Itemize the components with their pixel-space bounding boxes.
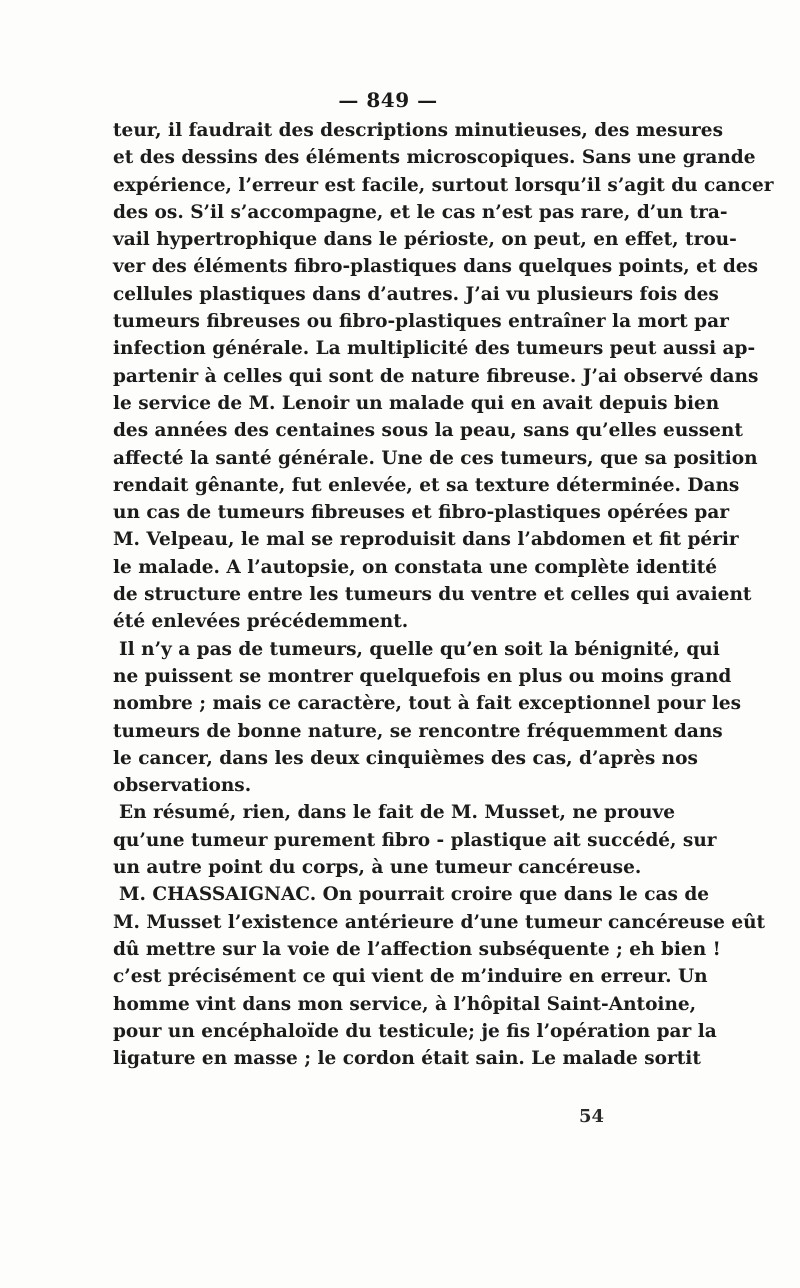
text-line: des os. S’il s’accompagne, et le cas n’est pas rare, d’un tra- — [113, 201, 728, 223]
text-line: pour un encéphaloïde du testicule; je fis l’opération par la — [113, 1020, 717, 1042]
text-line: été enlevées précédemment. — [113, 611, 409, 633]
text-line: un autre point du corps, à une tumeur cancéreuse. — [113, 857, 642, 879]
text-line: ligature en masse ; le cordon était sain. Le malade sortit — [113, 1048, 701, 1070]
text-line: M. Musset l’existence antérieure d’une tumeur cancéreuse eût — [113, 911, 766, 933]
text-line: tumeurs fibreuses ou fibro-plastiques entraîner la mort par — [113, 311, 729, 333]
text-line: affecté la santé générale. Une de ces tumeurs, que sa position — [113, 447, 758, 469]
text-line: nombre ; mais ce caractère, tout à fait exceptionnel pour les — [113, 693, 742, 715]
text-line: qu’une tumeur purement fibro - plastique ait succédé, sur — [113, 829, 717, 851]
text-line: un cas de tumeurs fibreuses et fibro-plastiques opérées par — [113, 502, 730, 524]
text-line: tumeurs de bonne nature, se rencontre fréquemment dans — [113, 720, 723, 742]
text-line: et des dessins des éléments microscopiques. Sans une grande — [113, 147, 756, 169]
text-line: rendait gênante, fut enlevée, et sa texture déterminée. Dans — [113, 474, 740, 496]
text-line: de structure entre les tumeurs du ventre et celles qui avaient — [113, 584, 752, 606]
text-line: c’est précisément ce qui vient de m’induire en erreur. Un — [113, 966, 708, 988]
text-line: des années des centaines sous la peau, sans qu’elles eussent — [113, 420, 743, 442]
text-line: ne puissent se montrer quelquefois en plus ou moins grand — [113, 665, 732, 687]
page-number: — 849 — — [338, 88, 438, 112]
signature-mark: 54 — [579, 1106, 605, 1127]
text-line: ver des éléments fibro-plastiques dans quelques points, et des — [113, 256, 759, 278]
text-line: observations. — [113, 775, 252, 797]
text-line: M. Velpeau, le mal se reproduisit dans l’abdomen et fit périr — [113, 529, 739, 551]
body-text — [113, 117, 774, 1072]
text-line: vail hypertrophique dans le périoste, on peut, en effet, trou- — [113, 229, 737, 251]
text-line: Il n’y a pas de tumeurs, quelle qu’en soit la bénignité, qui — [119, 638, 720, 660]
text-line: En résumé, rien, dans le fait de M. Musset, ne prouve — [119, 802, 676, 824]
text-line: cellules plastiques dans d’autres. J’ai vu plusieurs fois des — [113, 283, 719, 305]
text-line: homme vint dans mon service, à l’hôpital Saint-Antoine, — [113, 993, 697, 1015]
text-line: infection générale. La multiplicité des tumeurs peut aussi ap- — [113, 338, 756, 360]
text-line: partenir à celles qui sont de nature fibreuse. J’ai observé dans — [113, 365, 759, 387]
text-line: expérience, l’erreur est facile, surtout lorsqu’il s’agit du cancer — [113, 174, 774, 196]
text-line: le cancer, dans les deux cinquièmes des cas, d’après nos — [113, 747, 698, 769]
text-line: M. CHASSAIGNAC. On pourrait croire que dans le cas de — [119, 884, 710, 906]
text-line: le service de M. Lenoir un malade qui en avait depuis bien — [113, 392, 720, 414]
text-line: le malade. A l’autopsie, on constata une complète identité — [113, 556, 718, 578]
text-line: dû mettre sur la voie de l’affection subséquente ; eh bien ! — [113, 938, 721, 960]
text-line: teur, il faudrait des descriptions minutieuses, des mesures — [113, 120, 723, 141]
